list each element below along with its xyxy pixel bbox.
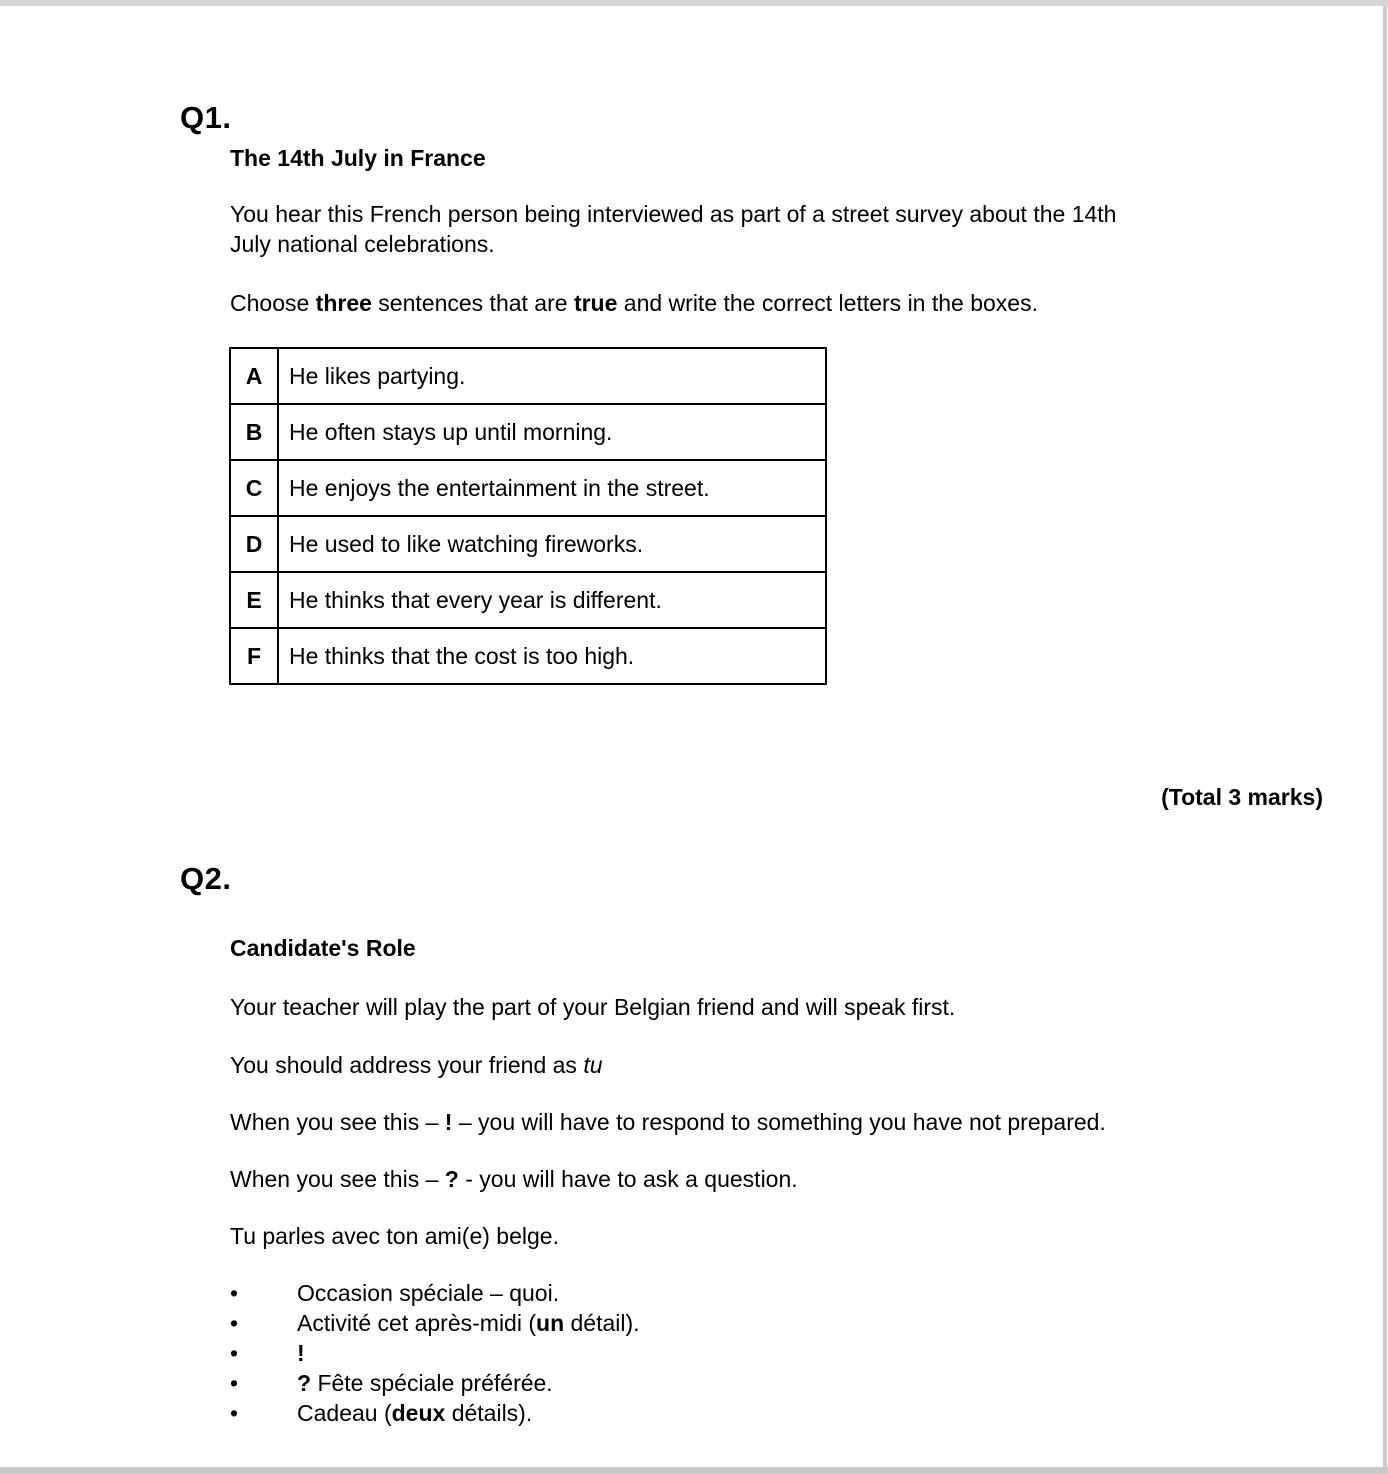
bullet-text-bold: un xyxy=(536,1310,565,1336)
q2-p3-text: – you will have to respond to something you have not prepared. xyxy=(452,1109,1106,1135)
list-item xyxy=(230,1278,1250,1308)
list-item xyxy=(230,1368,1250,1398)
q1-total-marks: (Total 3 marks) xyxy=(1161,784,1323,810)
q2-paragraph-1: Your teacher will play the part of your Belgian friend and will speak first. xyxy=(230,994,956,1020)
q1-instruction-text: and write the correct letters in the boxes. xyxy=(617,290,1038,316)
q1-intro-paragraph xyxy=(230,199,1250,259)
bullet-text xyxy=(297,1398,532,1428)
q2-p3-bold-exclamation: ! xyxy=(444,1109,453,1135)
option-letter-d: D xyxy=(230,516,278,572)
q1-instruction-text: sentences that are xyxy=(371,290,574,316)
bullet-text-post: détail). xyxy=(564,1310,640,1336)
q2-p2-text: You should address your friend as xyxy=(230,1052,584,1078)
q1-instruction-text: Choose xyxy=(230,290,316,316)
bullet-text-bold: ? xyxy=(297,1370,312,1396)
option-letter-a: A xyxy=(230,348,278,404)
q1-instruction-bold-true: true xyxy=(573,290,618,316)
table-row xyxy=(230,348,826,404)
bullet-text xyxy=(297,1308,640,1338)
bullet-text-pre: Activité cet après-midi ( xyxy=(297,1310,537,1336)
bullet-icon: • xyxy=(230,1280,239,1306)
q1-instruction xyxy=(230,288,1250,318)
bullet-text-bold: deux xyxy=(391,1400,446,1426)
option-letter-f: F xyxy=(230,628,278,684)
bullet-text-pre: Cadeau ( xyxy=(297,1400,392,1426)
option-text-b: He often stays up until morning. xyxy=(278,404,826,460)
page-right-border xyxy=(1383,6,1387,1467)
page-bottom-edge xyxy=(0,1467,1388,1474)
list-item xyxy=(230,1338,1250,1368)
option-text-a: He likes partying. xyxy=(278,348,826,404)
bullet-icon: • xyxy=(230,1370,239,1396)
q2-p4-text: - you will have to ask a question. xyxy=(458,1166,798,1192)
bullet-text-pre: Occasion spéciale – quoi. xyxy=(297,1280,560,1306)
bullet-icon: • xyxy=(230,1340,239,1366)
question-1-label: Q1. xyxy=(180,100,232,135)
bullet-icon: • xyxy=(230,1310,239,1336)
option-text-c: He enjoys the entertainment in the street. xyxy=(278,460,826,516)
q2-p4-bold-question-mark: ? xyxy=(444,1166,459,1192)
bullet-text xyxy=(297,1368,553,1398)
list-item xyxy=(230,1398,1250,1428)
bullet-text xyxy=(297,1278,559,1308)
table-row xyxy=(230,516,826,572)
q2-title: Candidate's Role xyxy=(230,935,416,961)
q1-intro-line-2: July national celebrations. xyxy=(230,231,495,257)
q2-paragraph-3 xyxy=(230,1107,1250,1137)
q2-paragraph-2 xyxy=(230,1050,1250,1080)
q2-task-bullet-list xyxy=(230,1278,1250,1428)
q1-title: The 14th July in France xyxy=(230,145,486,171)
q1-options-table xyxy=(229,347,827,685)
option-text-d: He used to like watching fireworks. xyxy=(278,516,826,572)
list-item xyxy=(230,1308,1250,1338)
q2-p3-text: When you see this – xyxy=(230,1109,445,1135)
option-text-e: He thinks that every year is different. xyxy=(278,572,826,628)
bullet-text-post: détails). xyxy=(445,1400,533,1426)
q2-paragraph-5: Tu parles avec ton ami(e) belge. xyxy=(230,1223,559,1249)
q2-paragraph-4 xyxy=(230,1164,1250,1194)
bullet-text-post: Fête spéciale préférée. xyxy=(311,1370,553,1396)
q1-intro-line-1: You hear this French person being interviewed as part of a street survey about the 14th xyxy=(230,201,1117,227)
table-row xyxy=(230,404,826,460)
bullet-icon: • xyxy=(230,1400,239,1426)
option-letter-b: B xyxy=(230,404,278,460)
table-row xyxy=(230,628,826,684)
table-row xyxy=(230,572,826,628)
bullet-text-bold: ! xyxy=(297,1340,305,1366)
option-text-f: He thinks that the cost is too high. xyxy=(278,628,826,684)
question-2-label: Q2. xyxy=(180,861,232,896)
q1-instruction-bold-three: three xyxy=(315,290,372,316)
option-letter-e: E xyxy=(230,572,278,628)
page-top-edge xyxy=(0,0,1388,6)
q2-p4-text: When you see this – xyxy=(230,1166,445,1192)
table-row xyxy=(230,460,826,516)
bullet-text xyxy=(297,1338,305,1368)
option-letter-c: C xyxy=(230,460,278,516)
q2-p2-italic-tu: tu xyxy=(583,1052,603,1078)
